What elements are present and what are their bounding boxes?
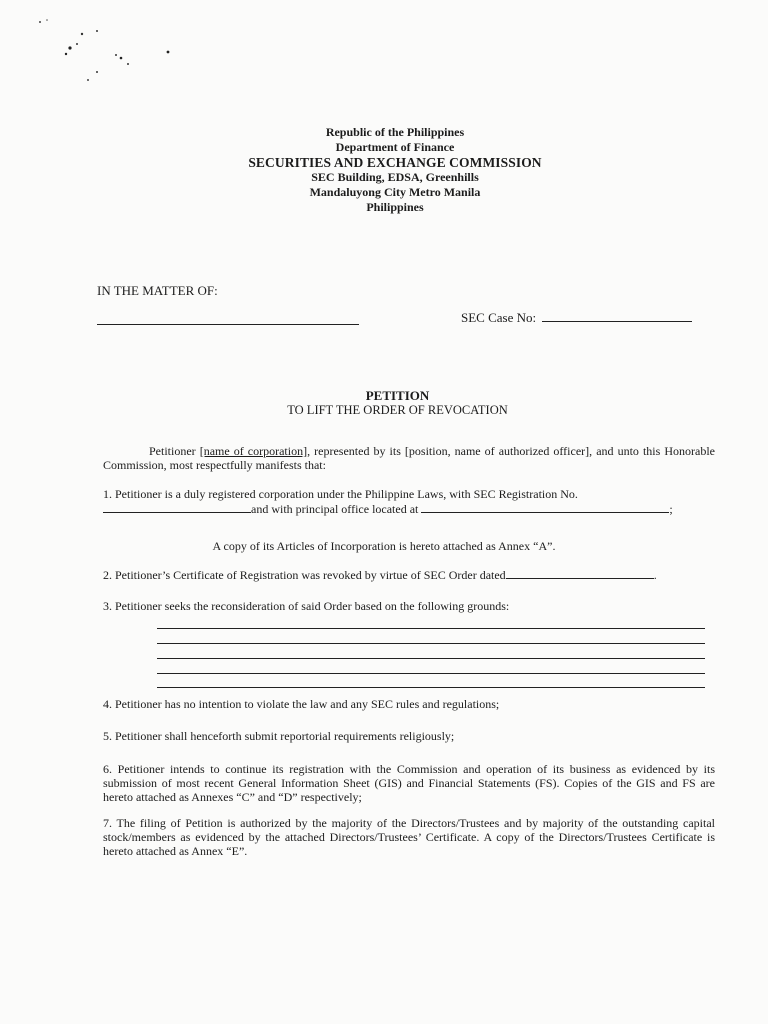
registration-number-line[interactable] bbox=[103, 501, 251, 513]
header-line-department: Department of Finance bbox=[335, 140, 455, 154]
annex-a-note: A copy of its Articles of Incorporation is hereto attached as Annex “A”. bbox=[212, 539, 556, 553]
item-1-end: ; bbox=[669, 502, 673, 516]
item-2 bbox=[103, 567, 715, 582]
case-number-row bbox=[461, 310, 692, 326]
item-1 bbox=[103, 487, 715, 516]
intro-text-start: Petitioner bbox=[149, 444, 200, 458]
header-line-republic: Republic of the Philippines bbox=[325, 125, 465, 139]
item-6: 6. Petitioner intends to continue its registration with the Commission and operation of its business as evidenced by its submission of most recent General Information Sheet (GIS) and Financial Statements (FS). Copies of the GIS and FS are hereto attached as Annexes “C” and “D” respectively; bbox=[103, 762, 715, 804]
petition-title-block bbox=[0, 388, 768, 418]
intro-paragraph bbox=[103, 444, 715, 472]
item-2-end: . bbox=[653, 568, 657, 582]
header-line-city: Mandaluyong City Metro Manila bbox=[309, 185, 481, 199]
item-1-line-a: 1. Petitioner is a duly registered corporation under the Philippine Laws, with SEC Registration No. bbox=[103, 487, 578, 501]
petition-subtitle: TO LIFT THE ORDER OF REVOCATION bbox=[287, 403, 508, 417]
header-line-commission: SECURITIES AND EXCHANGE COMMISSION bbox=[248, 155, 542, 170]
grounds-line-2[interactable] bbox=[157, 643, 705, 644]
revocation-date-line[interactable] bbox=[506, 567, 654, 579]
item-4: 4. Petitioner has no intention to violate the law and any SEC rules and regulations; bbox=[103, 697, 500, 711]
item-1-line-b bbox=[103, 501, 715, 516]
item-1-office-text: and with principal office located at bbox=[251, 502, 419, 516]
grounds-line-3[interactable] bbox=[157, 658, 705, 659]
grounds-line-5[interactable] bbox=[157, 687, 705, 688]
corporation-name-placeholder: [name of corporation] bbox=[199, 444, 308, 458]
header-line-country: Philippines bbox=[366, 200, 424, 214]
intro-text-end: , represented by its [position, name of authorized officer], and unto this Honorable Commission, most respectfully manifests that: bbox=[103, 444, 715, 472]
matter-label: IN THE MATTER OF: bbox=[97, 283, 218, 298]
grounds-line-4[interactable] bbox=[157, 673, 705, 674]
case-number-label: SEC Case No: bbox=[461, 310, 537, 325]
principal-office-line[interactable] bbox=[421, 501, 669, 513]
header-line-building: SEC Building, EDSA, Greenhills bbox=[311, 170, 479, 184]
item-7: 7. The filing of Petition is authorized by the majority of the Directors/Trustees and by majority of the outstanding capital stock/members as evidenced by the attached Directors/Trustees’ Certificate. A copy of the Directors/Trustees Certificate is hereto attached as Annex “E”. bbox=[103, 816, 715, 858]
scan-specks bbox=[0, 0, 200, 90]
agency-header bbox=[0, 125, 768, 215]
matter-name-line[interactable] bbox=[97, 324, 359, 325]
case-number-line[interactable] bbox=[542, 321, 692, 322]
grounds-line-1[interactable] bbox=[157, 628, 705, 629]
item-5: 5. Petitioner shall henceforth submit reportorial requirements religiously; bbox=[103, 729, 455, 743]
petition-title: PETITION bbox=[365, 388, 430, 403]
item-2-text: 2. Petitioner’s Certificate of Registration was revoked by virtue of SEC Order dated bbox=[103, 568, 506, 582]
item-3: 3. Petitioner seeks the reconsideration of said Order based on the following grounds: bbox=[103, 599, 510, 613]
